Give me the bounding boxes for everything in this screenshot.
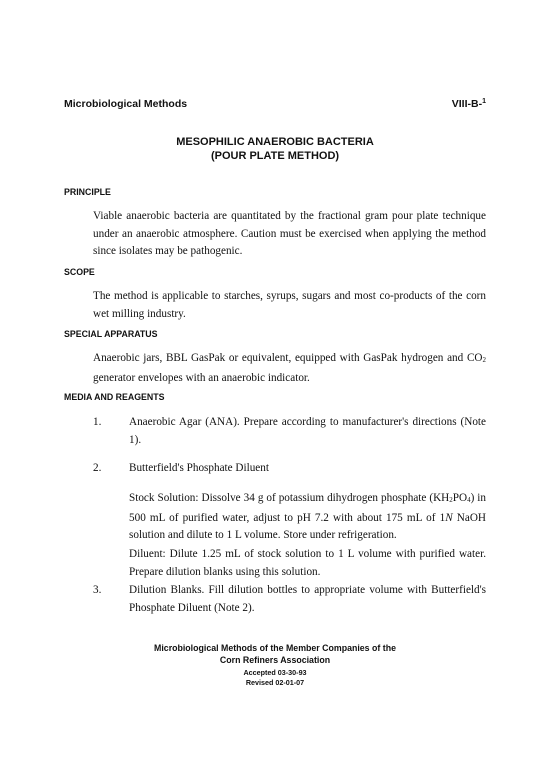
page-header (64, 98, 486, 114)
list-item-dilution-blanks: Dilution Blanks. Fill dilution bottles to appropriate volume with Butterfield's Phosphate Diluent (Note 2). (129, 584, 486, 614)
header-left: Microbiological Methods (64, 98, 188, 110)
document-title: MESOPHILIC ANAEROBIC BACTERIA (176, 136, 374, 148)
footer-line-1: Microbiological Methods of the Member Companies of the (154, 643, 396, 653)
list-number: 2. (93, 462, 102, 474)
diluent-text: Diluent: Dilute 1.25 mL of stock solution to 1 L volume with purified water. Prepare dilution blanks using this solution. (129, 548, 486, 578)
footer-revised-date: Revised 02-01-07 (245, 678, 305, 687)
section-heading-apparatus: SPECIAL APPARATUS (64, 329, 158, 339)
list-number: 1. (93, 416, 102, 428)
scope-text: The method is applicable to starches, syrups, sugars and most co-products of the corn wet milling industry. (93, 290, 486, 320)
section-heading-media: MEDIA AND REAGENTS (64, 392, 165, 402)
section-heading-scope: SCOPE (64, 267, 95, 277)
stock-solution-text: Stock Solution: Dissolve 34 g of potassium dihydrogen phosphate $(KH_2PO_4)$ in 500 mL of purified water, adjust to pH 7.2 with about 175 mL of 1N NaOH solution and dilute to 1 L volume. Store under refrigeration. (129, 492, 486, 541)
footer-accepted-date: Accepted 03-30-93 (243, 668, 307, 677)
list-item-anaerobic-agar: Anaerobic Agar (ANA). Prepare according to manufacturer's directions (Note 1). (129, 416, 486, 446)
footer-line-2: Corn Refiners Association (219, 655, 331, 665)
section-heading-principle: PRINCIPLE (64, 187, 111, 197)
header-right (452, 98, 486, 110)
page-code: VIII-B- (451, 98, 483, 110)
apparatus-text: Anaerobic jars, BBL GasPak or equivalent, equipped with GasPak hydrogen and $CO_2$ generator envelopes with an anaerobic indicator. (93, 352, 486, 384)
list-item-phosphate-diluent: Butterfield's Phosphate Diluent (129, 462, 269, 474)
list-number: 3. (93, 584, 102, 596)
document-subtitle: (POUR PLATE METHOD) (210, 150, 340, 162)
principle-text: Viable anaerobic bacteria are quantitated by the fractional gram pour plate technique under an anaerobic atmosphere. Caution must be exercised when applying the method since isolates may be pathogenic. (93, 210, 486, 257)
page-number: 1 (482, 98, 486, 105)
